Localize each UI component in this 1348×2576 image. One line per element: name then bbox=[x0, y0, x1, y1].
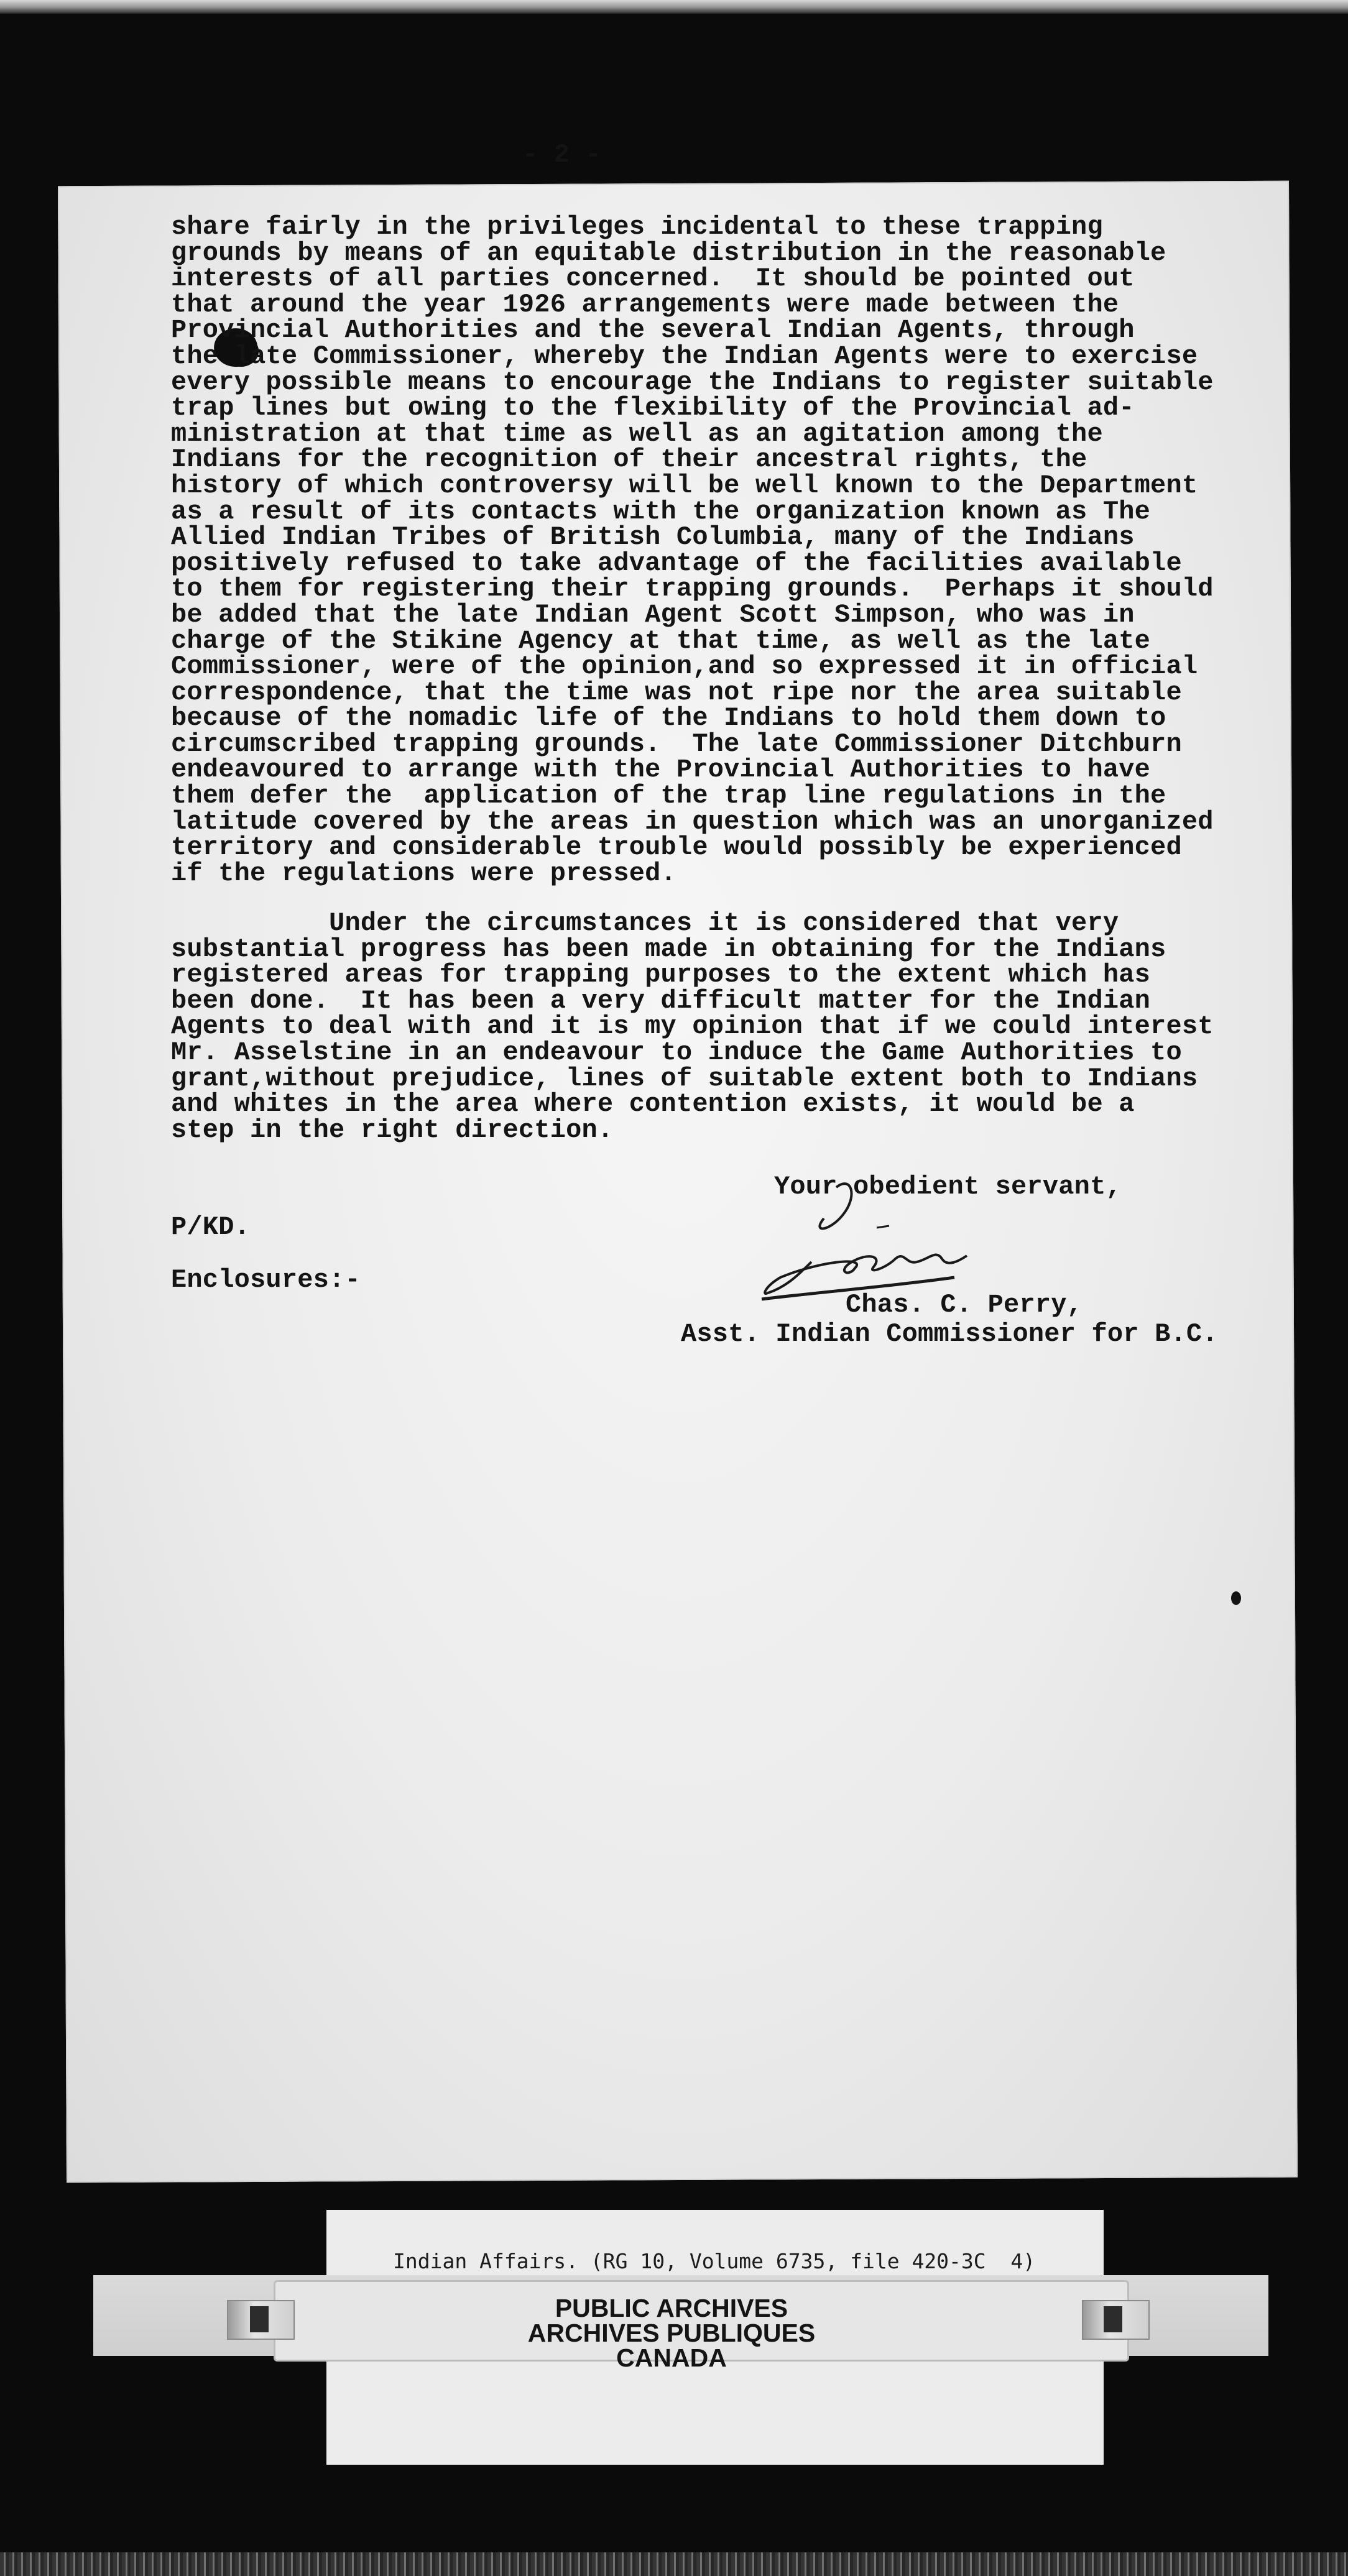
film-speck bbox=[1231, 1591, 1241, 1605]
text-line: trap lines but owing to the flexibility of the Provincial ad- bbox=[171, 393, 1135, 423]
text-line: Provincial Authorities and the several Indian Agents, through bbox=[171, 315, 1135, 346]
archives-line-2: ARCHIVES PUBLIQUES bbox=[527, 2319, 816, 2347]
text-line: and whites in the area where contention exists, it would be a bbox=[171, 1089, 1135, 1120]
text-line: be added that the late Indian Agent Scott Simpson, who was in bbox=[171, 599, 1135, 630]
text-line: Under the circumstances it is considered that very bbox=[171, 908, 1119, 938]
signatory-title: Asst. Indian Commissioner for B.C. bbox=[681, 1319, 1218, 1349]
text-line: Indians for the recognition of their ancestral rights, the bbox=[171, 444, 1087, 475]
text-line: ministration at that time as well as an agitation among the bbox=[171, 418, 1103, 449]
text-line: the late Commissioner, whereby the Indian Agents were to exercise bbox=[171, 341, 1198, 371]
text-line: grant,without prejudice, lines of suitable extent both to Indians bbox=[171, 1063, 1198, 1093]
text-line: every possible means to encourage the Indians to register suitable bbox=[171, 367, 1214, 397]
text-line: as a result of its contacts with the organization known as The bbox=[171, 496, 1151, 527]
text-line: been done. It has been a very difficult matter for the Indian bbox=[171, 985, 1151, 1016]
text-line: history of which controversy will be well known to the Department bbox=[171, 470, 1198, 500]
paragraph-1 bbox=[171, 214, 1214, 886]
film-edge-top bbox=[0, 0, 1348, 14]
text-line: Allied Indian Tribes of British Columbia, many of the Indians bbox=[171, 522, 1135, 553]
enclosures-line: Enclosures:- bbox=[171, 1265, 361, 1295]
text-line: circumscribed trapping grounds. The late Commissioner Ditchburn bbox=[171, 729, 1182, 759]
text-line: territory and considerable trouble would possibly be experienced bbox=[171, 832, 1182, 863]
text-line: Commissioner, were of the opinion,and so expressed it in official bbox=[171, 651, 1198, 682]
text-line: if the regulations were pressed. bbox=[171, 858, 676, 888]
label-clip-right bbox=[1104, 2306, 1122, 2332]
text-line: endeavoured to arrange with the Provincial Authorities to have bbox=[171, 755, 1151, 785]
text-line: substantial progress has been made in obtaining for the Indians bbox=[171, 934, 1166, 964]
text-line: registered areas for trapping purposes to the extent which has bbox=[171, 960, 1151, 990]
archives-line-1: PUBLIC ARCHIVES bbox=[555, 2294, 788, 2322]
paragraph-2 bbox=[171, 908, 1214, 1145]
page-number: - 2 - bbox=[522, 140, 602, 170]
label-clip-left bbox=[250, 2306, 269, 2332]
text-line: Agents to deal with and it is my opinion that if we could interest bbox=[171, 1011, 1214, 1042]
text-line: share fairly in the privileges incidental to these trapping bbox=[171, 212, 1103, 242]
signatory-name: Chas. C. Perry, bbox=[846, 1290, 1083, 1320]
text-line: correspondence, that the time was not ripe nor the area suitable bbox=[171, 677, 1182, 707]
film-edge-bottom bbox=[0, 2552, 1348, 2576]
text-line: Mr. Asselstine in an endeavour to induce the Game Authorities to bbox=[171, 1037, 1182, 1067]
text-line: because of the nomadic life of the Indians to hold them down to bbox=[171, 703, 1166, 734]
text-line: charge of the Stikine Agency at that time, as well as the late bbox=[171, 625, 1151, 656]
text-line: positively refused to take advantage of the facilities available bbox=[171, 548, 1182, 578]
archive-reference: Indian Affairs. (RG 10, Volume 6735, file 420-3C 4) bbox=[393, 2249, 1036, 2273]
closing-salutation: Your obedient servant, bbox=[774, 1172, 1122, 1202]
typist-initials: P/KD. bbox=[171, 1212, 251, 1242]
text-line: interests of all parties concerned. It should be pointed out bbox=[171, 264, 1135, 294]
text-line: to them for registering their trapping grounds. Perhaps it should bbox=[171, 574, 1214, 604]
text-line: step in the right direction. bbox=[171, 1115, 614, 1145]
text-line: grounds by means of an equitable distribution in the reasonable bbox=[171, 237, 1166, 268]
archives-line-3: CANADA bbox=[616, 2344, 727, 2372]
text-line: them defer the application of the trap line regulations in the bbox=[171, 781, 1166, 811]
archives-stamp bbox=[435, 2296, 908, 2370]
text-line: latitude covered by the areas in question which was an unorganized bbox=[171, 806, 1214, 837]
text-line: that around the year 1926 arrangements were made between the bbox=[171, 289, 1119, 320]
